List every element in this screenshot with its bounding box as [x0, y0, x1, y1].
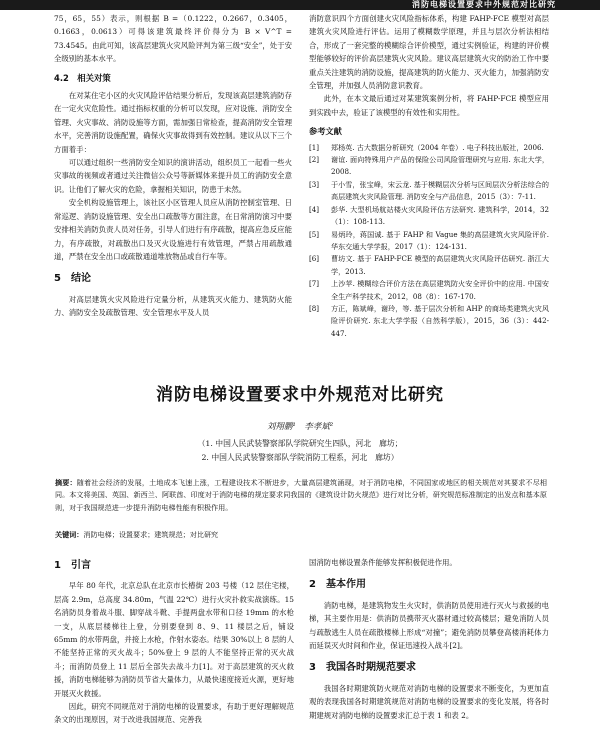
paragraph: 国消防电梯设置条件能够发挥积极促进作用。: [309, 558, 457, 567]
paragraph: 消防电梯，是建筑物发生火灾时，供消防员使用进行灭火与救援的电梯，其主要作用是：供消防员携带灭火器材通过较高楼层；避免消防人员与疏散逃生人员在疏散楼梯上形成“对撞”；避免消防员攀登高楼消耗体力而延误灭火时间和作业，保证迅速投入战斗[2]。: [309, 600, 549, 651]
abstract-label: 摘要：: [55, 478, 77, 487]
section-heading: 5 结论: [54, 273, 91, 285]
paragraph: 因此，研究不同规范对于消防电梯的设置要求，有助于更好理解规范条文的出现原因，对于改进我国规范、完善我: [54, 702, 294, 725]
section-heading: 2 基本作用: [309, 579, 366, 591]
running-title: 消防电梯设置要求中外规范对比研究: [412, 0, 556, 9]
affiliation-line: 2. 中国人民武装警察部队学院消防工程系，河北 廊坊）: [201, 453, 399, 462]
author-affiliations: [0, 437, 600, 465]
paragraph: 安全机构设施管理上，该社区小区管理人员应从消防控制室管理、日常巡逻、消防设施管理、安全出口疏散等方面注意，在日常消防演习中要安排相关消防负责人员对任务，引导人们进行有序疏散，提高应急反应能力，有序疏散，对疏散出口及灭火设施进行有效管理，严禁占用疏散通道，严禁在安全出口或疏散通道堆放物品或自行车等。: [54, 198, 292, 261]
abstract: [55, 477, 547, 514]
running-header: [0, 0, 600, 10]
affiliation-line: （1. 中国人民武装警察部队学院研究生四队，河北 廊坊；: [197, 439, 403, 448]
article-authors: 刘翔鹏¹ 李孝斌²: [266, 422, 334, 432]
prev-article-right-column: [309, 12, 549, 340]
keywords-label: 关键词：: [55, 530, 84, 539]
paragraph: 75，65，55）表示，则根据 B =（0.1222，0.2667，0.3405，0.1663，0.0613）可得该建筑最终评价得分为 B × V^T = 73.4545。由此可知，该高层建筑火灾风险评判为第三级“安全”，处于安全级别的基本水平。: [54, 14, 292, 64]
article-right-column: [309, 556, 549, 722]
section-heading: 1 引言: [54, 560, 91, 571]
paragraph: 可以通过组织一些消防安全知识的演讲活动，组织员工一起看一些火灾事故的视频或者通过关注微信公众号等新媒体来提升员工的消防安全意识。让他们了解火灾的危险，拿握相关知识，防患于未然。: [54, 158, 292, 194]
reference-item: [2] 谢谊. 面向特殊用户产品的保险公司风险管理研究与应用. 东北大学，2008.: [309, 155, 549, 177]
reference-list: [309, 142, 549, 341]
section-heading: 4.2 相关对策: [54, 72, 111, 83]
prev-article-left-column: [54, 12, 292, 320]
reference-item: [5] 易炳玲，蒋国诚. 基于 FAHP 和 Vague 集的高层建筑火灾风险评价. 华东交通大学学报，2017（1）：124-131.: [309, 229, 549, 251]
keywords-text: 消防电梯；设置要求；建筑规范；对比研究: [83, 530, 219, 539]
paragraph: 我国各时期建筑防火规范对消防电梯的设置要求不断变化，为更加直观的表现我国各时期建筑规范对消防电梯的设置要求的变化发展，将各时期建规对消防电梯的设置要求汇总于表 1 和表 2。: [309, 683, 549, 720]
reference-item: [1] 郑杨英. 古大数据分析研究（2004 年卷）. 电子科技出版社，2006.: [309, 142, 544, 152]
article-left-column: [54, 550, 294, 727]
reference-item: [6] 曹坊文. 基于 FAHP-FCE 模型的高层建筑火灾风险评估研究. 浙江大学，2013.: [309, 254, 549, 276]
reference-item: [8] 方正，陈斌峰，谢玲，等. 基于层次分析和 AHP 的商场类建筑火灾风险评价研究. 东北大学学报（自然科学版），2015，36（3）：442-447.: [309, 303, 549, 338]
paragraph: 对高层建筑火灾风险进行定量分析，从建筑灭火能力、建筑防火能力、消防安全及疏散管理、安全管理水平及人员: [54, 294, 292, 318]
reference-item: [4] 彭华. 大型机场航站楼火灾风险评估方法研究. 建筑科学，2014，32（1）：108-113.: [309, 204, 549, 227]
keywords: [55, 530, 547, 540]
references-heading: 参考文献: [309, 126, 342, 137]
section-heading: 3 我国各时期规范要求: [309, 662, 416, 674]
reference-item: [7] 上沙苹. 模糊综合评价方法在高层建筑防火安全评价中的应用. 中国安全生产科学技术，2012，08（8）：167-170.: [309, 279, 549, 301]
paragraph: 此外，在本文最后通过对某建筑案例分析，将 FAHP-FCE 模型应用到实践中去，验证了该模型的有效性和实用性。: [309, 94, 549, 117]
paragraph: 早年 80 年代，北京总队在北京市长椿街 203 号楼（12 层住宅楼，层高 2.9m，总高度 34.80m，气温 22℃）进行火灾扑救实战演练。15 名消防员身着战斗服、脚穿战斗靴、手提两盘水带和口径 19mm 的水枪一支，从底层楼梯往上登，分别要登到 8、9、11 楼层之后，铺设 65mm 的水带两盘，并接上水枪，作射水姿态。结果 30%以上 8 层的人不能坚持正常的灭火战斗；50%登上 9 层的人不能坚持正常的灭火战斗；而消防员登上 11 层后全部失去战斗力[1]。对于高层建筑的灭火救援，消防电梯能够为消防员节省大量体力，从最快速度接近火源，更好地开展灭火救援。: [54, 581, 294, 698]
article-title: 消防电梯设置要求中外规范对比研究: [156, 385, 444, 405]
paragraph: 在对某住宅小区的火灾风险评估结果分析后，发现该高层建筑消防存在一定火灾危险性。通过指标权重的分析可以发现，应对设施、消防安全管理、火灾事故、消防设施等方面，需加强日常检查，提高消防安全管理水平，完善消防设施配置，确保火灾事故得到有效控制。建议从以下三个方面着手：: [54, 91, 292, 154]
reference-item: [3] 于小雪，张宝峰，宋云龙. 基于模糊层次分析与区间层次分析法综合的高层建筑火灾风险管理. 消防安全与产品信息，2015（3）：7-11.: [309, 179, 549, 202]
paragraph: 消防意识四个方面创建火灾风险指标体系，构建 FAHP-FCE 模型对高层建筑火灾风险进行评估。运用了模糊数学原理，并且与层次分析法相结合，形成了一套完整的模糊综合评价模型，通过实例验证，构建的评价模型能够较好的评价高层建筑火灾风险。建议高层建筑火灾的防治工作中要重点关注建筑的消防设施，提高建筑的防火能力、灭火能力，加强消防安全管理，并加强人员消防意识教育。: [309, 14, 549, 91]
abstract-text: 随着社会经济的发展，土地成本飞速上涨，工程建设技术不断进步，大量高层建筑涌现，对于消防电梯，不同国家或地区的相关规范对其要求不尽相同。本文将美国、英国、新西兰、阿联酋、印度对于消防电梯的规定要求同我国的《建筑设计防火规范》进行对比分析，研究规范标准制定的出发点和基本原则，对于我国规范进一步提升消防电梯性能有积极作用。: [55, 478, 548, 512]
